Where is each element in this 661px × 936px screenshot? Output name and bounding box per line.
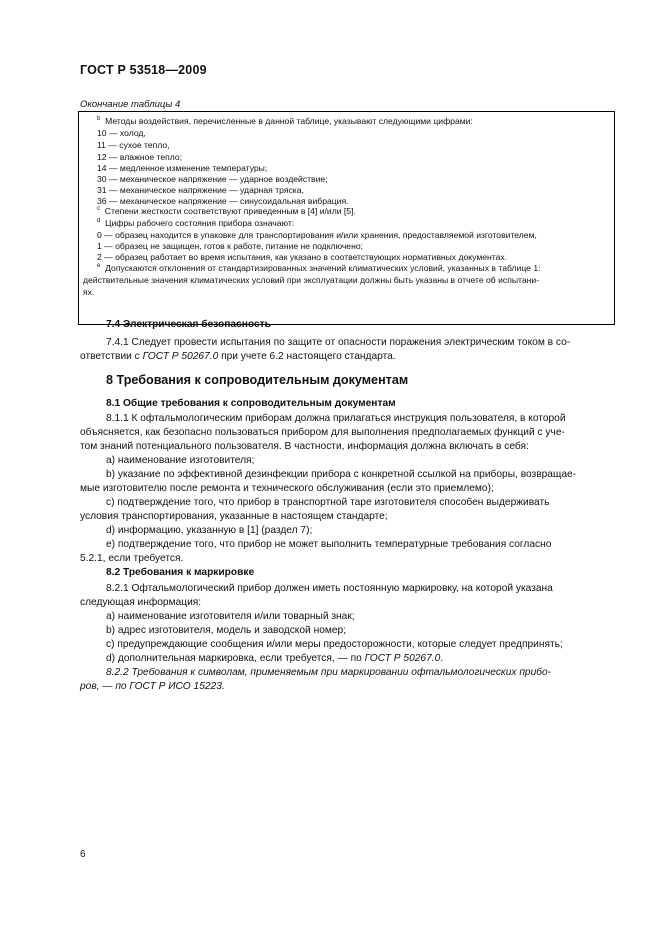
section-8-title: 8 Требования к сопроводительным документам <box>106 373 409 387</box>
note-b-item: 36 — механическое напряжение — синусоидальная вибрация. <box>97 196 349 206</box>
note-e-line: действительные значения климатических условий при эксплуатации должны быть указаны в отчете об испытани- <box>83 275 540 285</box>
list-item: e) подтверждение того, что прибор не может выполнить температурные требования согласно <box>106 539 552 550</box>
section-8-2-title: 8.2 Требования к маркировке <box>106 567 255 578</box>
list-item: 5.2.1, если требуется. <box>80 553 184 564</box>
note-d-item: 0 — образец находится в упаковке для транспортирования и/или хранения, предоставляемой изготовителем, <box>97 230 537 240</box>
note-b-item: 12 — влажное тепло; <box>97 152 183 162</box>
page-number: 6 <box>80 849 86 860</box>
note-e-line: ях. <box>83 287 95 297</box>
document-header-id: ГОСТ Р 53518—2009 <box>80 63 207 77</box>
paragraph-line: ответствии с ГОСТ Р 50267.0 при учете 6.2 настоящего стандарта. <box>80 351 396 362</box>
note-e-line: $^e$ Допускаются отклонения от стандартизированных значений климатических условий, указанных в таблице 1: <box>97 263 541 273</box>
paragraph-line: объясняется, как безопасно пользоваться прибором для выполнения предполагаемых функций с учe- <box>80 427 565 438</box>
note-b-item: 10 — холод, <box>97 128 146 138</box>
table-caption: Окончание таблицы 4 <box>80 99 181 110</box>
section-7-4-title: 7.4 Электрическая безопасность <box>106 319 271 330</box>
list-item: a) наименование изготовителя и/или товарный знак; <box>106 611 355 622</box>
standard-reference: ГОСТ Р 50267.0 <box>364 653 441 664</box>
paragraph-line: том знаний потенциального пользователя. В частности, информация должна включать в себя: <box>80 441 529 452</box>
note-d-item: 2 — образец работает во время испытания, как указано в соответствующих нормативных документах. <box>97 252 508 262</box>
section-8-1-title: 8.1 Общие требования к сопроводительным документам <box>106 398 396 409</box>
list-item: d) информацию, указанную в [1] (раздел 7); <box>106 525 313 536</box>
note-b-item: 14 — медленное изменение температуры; <box>97 163 268 173</box>
paragraph-line: ров, — по ГОСТ Р ИСО 15223. <box>80 681 225 692</box>
note-b-item: 31 — механическое напряжение — ударная тряска, <box>97 185 304 195</box>
paragraph-line: 8.2.1 Офтальмологический прибор должен иметь постоянную маркировку, на которой указана <box>106 583 553 594</box>
list-item: a) наименование изготовителя; <box>106 455 255 466</box>
paragraph-line: следующая информация: <box>80 597 202 608</box>
list-item: d) дополнительная маркировка, если требуется, — по ГОСТ Р 50267.0. <box>106 653 444 664</box>
paragraph-line: 8.1.1 К офтальмологическим приборам должна прилагаться инструкция пользователя, в которой <box>106 413 566 424</box>
paragraph-line: 8.2.2 Требования к символам, применяемым при маркировании офтальмологических прибо- <box>106 667 552 678</box>
note-d-intro: $^d$ Цифры рабочего состояния прибора означают: <box>97 218 295 228</box>
list-item: b) указание по эффективной дезинфекции прибора с конкретной ссылкой на приборы, возвращае- <box>106 469 577 480</box>
note-c: $^c$ Степени жесткости соответствуют приведенным в [4] и/или [5]. <box>97 206 356 216</box>
standard-reference: ГОСТ Р 50267.0 <box>142 351 219 362</box>
list-item: b) адрес изготовителя, модель и заводской номер; <box>106 625 347 636</box>
list-item: мые изготовителю после ремонта и технического обслуживания (если это приемлемо); <box>80 483 494 494</box>
list-item: c) подтверждение того, что прибор в транспортной таре изготовителя способен выдерживать <box>106 497 550 508</box>
note-b-intro: $^b$ Методы воздействия, перечисленные в данной таблице, указывают следующими цифрами: <box>97 116 473 126</box>
list-item: условия транспортирования, указанные в настоящем стандарте; <box>80 511 388 522</box>
note-d-item: 1 — образец не защищен, готов к работе, питание не подключено; <box>97 241 363 251</box>
list-item: c) предупреждающие сообщения и/или меры предосторожности, которые следует предпринять; <box>106 639 563 650</box>
paragraph-line: 7.4.1 Следует провести испытания по защите от опасности поражения электрическим током в со- <box>106 337 571 348</box>
note-b-item: 30 — механическое напряжение — ударное воздействие; <box>97 174 328 184</box>
note-b-item: 11 — сухое тепло, <box>97 140 170 150</box>
